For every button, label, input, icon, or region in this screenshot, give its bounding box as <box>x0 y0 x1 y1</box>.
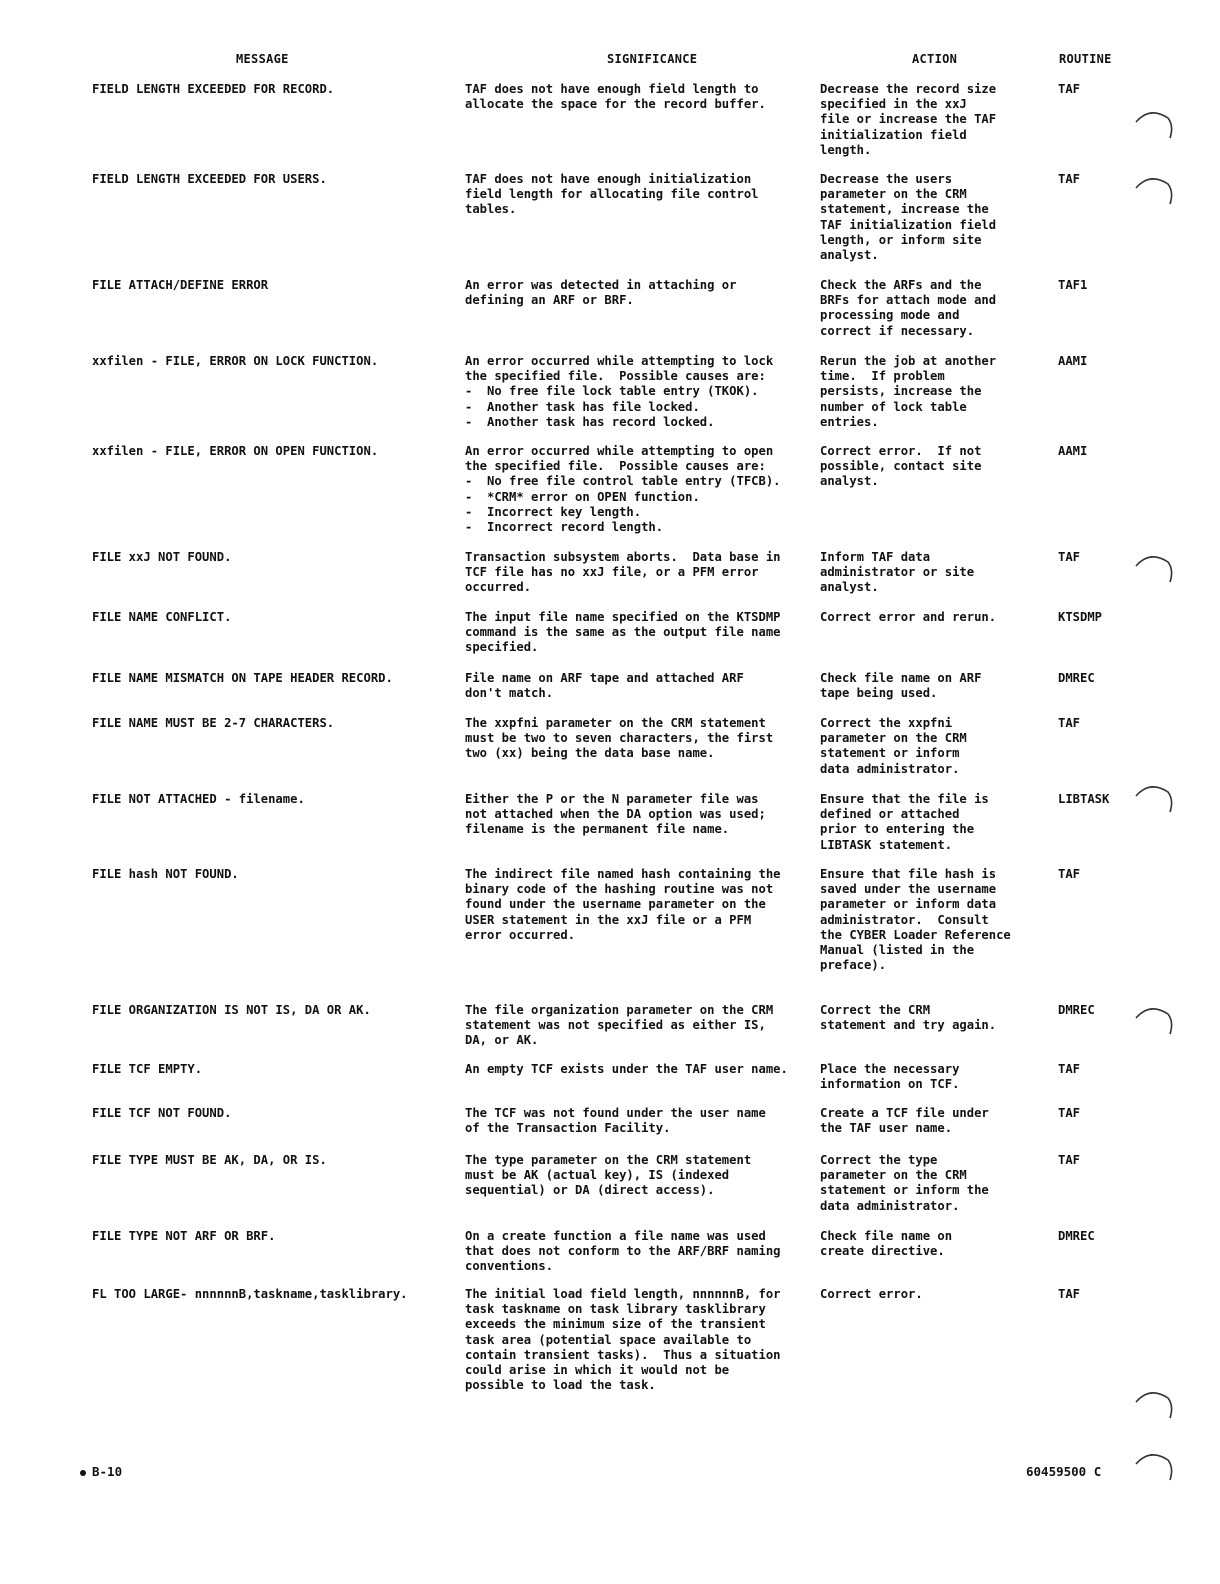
significance-cell <box>465 792 766 838</box>
document-number: 60459500 C <box>1026 1464 1102 1479</box>
routine-cell <box>1058 444 1087 459</box>
action-line: parameter on the CRM <box>820 731 967 746</box>
message-line: FILE ORGANIZATION IS NOT IS, DA OR AK. <box>92 1003 371 1017</box>
message-cell <box>92 1003 371 1018</box>
routine-line: KTSDMP <box>1058 610 1103 624</box>
routine-cell <box>1058 792 1109 807</box>
routine-line: TAF1 <box>1058 278 1088 292</box>
significance-cell <box>465 354 773 430</box>
routine-line: TAF <box>1058 1106 1081 1120</box>
message-cell <box>92 1287 408 1302</box>
significance-line: binary code of the hashing routine was not <box>465 882 774 897</box>
significance-cell <box>465 82 766 112</box>
header-significance: SIGNIFICANCE <box>607 52 698 66</box>
action-cell <box>820 1003 996 1033</box>
significance-line: USER statement in the xxJ file or a PFM <box>465 912 752 927</box>
message-line: FIELD LENGTH EXCEEDED FOR RECORD. <box>92 82 335 96</box>
routine-line: TAF <box>1058 550 1081 564</box>
significance-cell <box>465 1229 781 1275</box>
significance-line: The type parameter on the CRM statement <box>465 1153 752 1167</box>
significance-line: must be two to seven characters, the first <box>465 731 774 746</box>
action-cell <box>820 1106 989 1136</box>
significance-line: Transaction subsystem aborts. Data base in <box>465 550 781 564</box>
action-cell <box>820 354 996 430</box>
routine-cell <box>1058 82 1080 97</box>
routine-cell <box>1058 1153 1080 1168</box>
message-line: FILE NAME CONFLICT. <box>92 610 232 624</box>
action-line: length, or inform site <box>820 232 982 247</box>
action-cell <box>820 1153 989 1214</box>
significance-line: - Another task has file locked. <box>465 399 700 414</box>
action-cell <box>820 172 996 263</box>
significance-line: An empty TCF exists under the TAF user name. <box>465 1062 788 1076</box>
message-cell <box>92 1153 327 1168</box>
message-line: xxfilen - FILE, ERROR ON OPEN FUNCTION. <box>92 444 379 458</box>
routine-cell <box>1058 354 1087 369</box>
action-line: LIBTASK statement. <box>820 837 953 852</box>
action-line: parameter on the CRM <box>820 187 967 202</box>
action-line: TAF initialization field <box>820 217 997 232</box>
significance-line: - No free file lock table entry (TKOK). <box>465 384 759 399</box>
action-line: analyst. <box>820 580 879 595</box>
message-line: FILE TCF NOT FOUND. <box>92 1106 232 1120</box>
routine-cell <box>1058 671 1095 686</box>
message-cell <box>92 792 305 807</box>
significance-line: tables. <box>465 202 517 217</box>
action-line: analyst. <box>820 474 879 489</box>
punch-hole-mark-icon <box>1130 548 1174 592</box>
punch-hole-mark-icon <box>1130 1446 1174 1490</box>
significance-line: conventions. <box>465 1259 554 1274</box>
action-line: Decrease the users <box>820 172 953 186</box>
significance-line: An error occurred while attempting to lock <box>465 354 774 368</box>
message-cell <box>92 82 334 97</box>
message-line: FILE TYPE MUST BE AK, DA, OR IS. <box>92 1153 327 1167</box>
action-cell <box>820 444 981 490</box>
action-line: saved under the username <box>820 882 997 897</box>
significance-line: two (xx) being the data base name. <box>465 746 715 761</box>
significance-line: possible to load the task. <box>465 1378 656 1393</box>
action-line: specified in the xxJ <box>820 97 967 112</box>
action-cell <box>820 278 996 339</box>
action-line: Check the ARFs and the <box>820 278 982 292</box>
significance-cell <box>465 1106 766 1136</box>
significance-line: - Another task has record locked. <box>465 414 715 429</box>
action-line: initialization field <box>820 127 967 142</box>
message-cell <box>92 354 378 369</box>
punch-hole-mark-icon <box>1130 778 1174 822</box>
significance-line: The input file name specified on the KTSDMP <box>465 610 781 624</box>
message-cell <box>92 550 231 565</box>
action-line: create directive. <box>820 1244 945 1259</box>
significance-line: task area (potential space available to <box>465 1332 752 1347</box>
action-line: preface). <box>820 958 887 973</box>
significance-line: found under the username parameter on the <box>465 897 766 912</box>
significance-cell <box>465 278 737 308</box>
action-line: Check file name on <box>820 1229 953 1243</box>
action-line: Manual (listed in the <box>820 943 975 958</box>
routine-line: TAF <box>1058 172 1081 186</box>
action-line: administrator. Consult <box>820 912 989 927</box>
routine-line: TAF <box>1058 867 1081 881</box>
bullet-icon <box>80 1470 86 1476</box>
significance-line: The TCF was not found under the user name <box>465 1106 766 1120</box>
action-line: the CYBER Loader Reference <box>820 927 1011 942</box>
significance-line: could arise in which it would not be <box>465 1363 730 1378</box>
action-line: time. If problem <box>820 369 945 384</box>
action-line: statement, increase the <box>820 202 989 217</box>
significance-line: The file organization parameter on the CRM <box>465 1003 774 1017</box>
action-line: Place the necessary <box>820 1062 960 1076</box>
message-line: FL TOO LARGE- nnnnnnB,taskname,tasklibrary. <box>92 1287 408 1301</box>
action-cell <box>820 1287 923 1302</box>
significance-line: occurred. <box>465 580 532 595</box>
message-line: FILE NOT ATTACHED - filename. <box>92 792 305 806</box>
message-cell <box>92 671 393 686</box>
action-line: Correct error. If not <box>820 444 982 458</box>
action-cell <box>820 610 996 625</box>
significance-line: command is the same as the output file name <box>465 625 781 640</box>
significance-line: TCF file has no xxJ file, or a PFM error <box>465 565 759 580</box>
action-line: BRFs for attach mode and <box>820 293 997 308</box>
punch-hole-mark-icon <box>1130 170 1174 214</box>
significance-line: don't match. <box>465 686 554 701</box>
significance-line: The initial load field length, nnnnnnB, for <box>465 1287 781 1301</box>
significance-cell <box>465 610 781 656</box>
punch-hole-mark-icon <box>1130 1000 1174 1044</box>
message-line: FILE TYPE NOT ARF OR BRF. <box>92 1229 276 1243</box>
routine-cell <box>1058 867 1080 882</box>
significance-line: specified. <box>465 640 539 655</box>
action-line: Inform TAF data <box>820 550 931 564</box>
action-line: statement and try again. <box>820 1018 997 1033</box>
message-line: FILE xxJ NOT FOUND. <box>92 550 232 564</box>
routine-line: AAMI <box>1058 354 1088 368</box>
action-line: data administrator. <box>820 1198 960 1213</box>
significance-cell <box>465 1153 751 1199</box>
significance-line: contain transient tasks). Thus a situation <box>465 1347 781 1362</box>
message-cell <box>92 1229 275 1244</box>
significance-line: An error occurred while attempting to open <box>465 444 774 458</box>
header-action: ACTION <box>912 52 958 66</box>
significance-line: field length for allocating file control <box>465 187 759 202</box>
significance-cell <box>465 172 759 218</box>
action-line: Correct error. <box>820 1287 923 1301</box>
significance-line: File name on ARF tape and attached ARF <box>465 671 744 685</box>
significance-line: TAF does not have enough field length to <box>465 82 759 96</box>
routine-cell <box>1058 278 1087 293</box>
action-line: Rerun the job at another <box>820 354 997 368</box>
message-cell <box>92 1106 231 1121</box>
significance-cell <box>465 444 781 535</box>
message-line: FIELD LENGTH EXCEEDED FOR USERS. <box>92 172 327 186</box>
action-line: defined or attached <box>820 807 960 822</box>
action-line: data administrator. <box>820 761 960 776</box>
action-line: administrator or site <box>820 565 975 580</box>
message-cell <box>92 716 334 731</box>
significance-line: - No free file control table entry (TFCB). <box>465 474 781 489</box>
header-routine: ROUTINE <box>1059 52 1112 66</box>
routine-line: TAF <box>1058 1153 1081 1167</box>
significance-line: On a create function a file name was used <box>465 1229 766 1243</box>
routine-cell <box>1058 716 1080 731</box>
action-cell <box>820 1062 959 1092</box>
message-line: FILE NAME MUST BE 2-7 CHARACTERS. <box>92 716 335 730</box>
significance-line: sequential) or DA (direct access). <box>465 1183 715 1198</box>
significance-line: task taskname on task library tasklibrary <box>465 1302 766 1317</box>
action-line: Correct the type <box>820 1153 938 1167</box>
message-line: FILE ATTACH/DEFINE ERROR <box>92 278 269 292</box>
significance-cell <box>465 1287 781 1393</box>
action-line: Ensure that file hash is <box>820 867 997 881</box>
significance-line: - *CRM* error on OPEN function. <box>465 489 700 504</box>
routine-cell <box>1058 172 1080 187</box>
routine-cell <box>1058 1229 1095 1244</box>
significance-line: statement was not specified as either IS, <box>465 1018 766 1033</box>
significance-line: allocate the space for the record buffer. <box>465 97 766 112</box>
action-line: Check file name on ARF <box>820 671 982 685</box>
action-line: tape being used. <box>820 686 938 701</box>
significance-line: the specified file. Possible causes are: <box>465 459 766 474</box>
significance-cell <box>465 1003 773 1049</box>
message-cell <box>92 1062 202 1077</box>
significance-line: filename is the permanent file name. <box>465 822 730 837</box>
significance-line: exceeds the minimum size of the transient <box>465 1317 766 1332</box>
routine-line: LIBTASK <box>1058 792 1110 806</box>
message-cell <box>92 278 268 293</box>
punch-hole-mark-icon <box>1130 104 1174 148</box>
action-line: prior to entering the <box>820 822 975 837</box>
significance-line: TAF does not have enough initialization <box>465 172 752 186</box>
routine-line: DMREC <box>1058 1229 1095 1243</box>
action-line: Correct error and rerun. <box>820 610 997 624</box>
action-line: analyst. <box>820 248 879 263</box>
action-line: information on TCF. <box>820 1077 960 1092</box>
significance-line: An error was detected in attaching or <box>465 278 737 292</box>
significance-line: must be AK (actual key), IS (indexed <box>465 1168 730 1183</box>
significance-cell <box>465 671 744 701</box>
punch-hole-mark-icon <box>1130 1384 1174 1428</box>
significance-line: error occurred. <box>465 927 576 942</box>
action-cell <box>820 671 981 701</box>
significance-line: the specified file. Possible causes are: <box>465 369 766 384</box>
action-line: Correct the CRM <box>820 1003 931 1017</box>
significance-cell <box>465 550 781 596</box>
action-cell <box>820 550 974 596</box>
message-line: FILE NAME MISMATCH ON TAPE HEADER RECORD. <box>92 671 393 685</box>
routine-line: TAF <box>1058 1287 1081 1301</box>
routine-line: TAF <box>1058 716 1081 730</box>
significance-line: not attached when the DA option was used; <box>465 807 766 822</box>
significance-line: The xxpfni parameter on the CRM statement <box>465 716 766 730</box>
action-line: the TAF user name. <box>820 1121 953 1136</box>
page-number-text: B-10 <box>92 1464 123 1479</box>
action-line: parameter on the CRM <box>820 1168 967 1183</box>
significance-line: - Incorrect record length. <box>465 520 664 535</box>
action-line: Create a TCF file under <box>820 1106 989 1120</box>
significance-line: of the Transaction Facility. <box>465 1121 671 1136</box>
message-line: FILE hash NOT FOUND. <box>92 867 239 881</box>
significance-line: The indirect file named hash containing the <box>465 867 781 881</box>
routine-line: TAF <box>1058 82 1081 96</box>
action-line: entries. <box>820 414 879 429</box>
routine-line: AAMI <box>1058 444 1088 458</box>
significance-line: - Incorrect key length. <box>465 504 642 519</box>
action-line: statement or inform the <box>820 1183 989 1198</box>
message-line: FILE TCF EMPTY. <box>92 1062 203 1076</box>
action-cell <box>820 1229 952 1259</box>
action-line: persists, increase the <box>820 384 982 399</box>
routine-cell <box>1058 1003 1095 1018</box>
routine-cell <box>1058 610 1102 625</box>
action-line: file or increase the TAF <box>820 112 997 127</box>
significance-line: Either the P or the N parameter file was <box>465 792 759 806</box>
message-cell <box>92 444 378 459</box>
header-message: MESSAGE <box>236 52 289 66</box>
routine-line: DMREC <box>1058 671 1095 685</box>
routine-cell <box>1058 1062 1080 1077</box>
action-line: Ensure that the file is <box>820 792 989 806</box>
message-cell <box>92 610 231 625</box>
action-line: correct if necessary. <box>820 323 975 338</box>
action-cell <box>820 792 989 853</box>
action-cell <box>820 716 967 777</box>
message-cell <box>92 867 239 882</box>
action-line: number of lock table <box>820 399 967 414</box>
message-cell <box>92 172 327 187</box>
action-cell <box>820 867 1011 973</box>
action-cell <box>820 82 996 158</box>
action-line: statement or inform <box>820 746 960 761</box>
action-line: processing mode and <box>820 308 960 323</box>
action-line: length. <box>820 142 872 157</box>
routine-cell <box>1058 1106 1080 1121</box>
message-line: xxfilen - FILE, ERROR ON LOCK FUNCTION. <box>92 354 379 368</box>
significance-line: DA, or AK. <box>465 1033 539 1048</box>
significance-line: that does not conform to the ARF/BRF naming <box>465 1244 781 1259</box>
routine-cell <box>1058 1287 1080 1302</box>
routine-cell <box>1058 550 1080 565</box>
routine-line: DMREC <box>1058 1003 1095 1017</box>
significance-cell <box>465 716 773 762</box>
page-number <box>80 1464 122 1479</box>
action-line: Correct the xxpfni <box>820 716 953 730</box>
action-line: parameter or inform data <box>820 897 997 912</box>
action-line: possible, contact site <box>820 459 982 474</box>
significance-line: defining an ARF or BRF. <box>465 293 634 308</box>
significance-cell <box>465 1062 788 1077</box>
significance-cell <box>465 867 781 943</box>
routine-line: TAF <box>1058 1062 1081 1076</box>
action-line: Decrease the record size <box>820 82 997 96</box>
